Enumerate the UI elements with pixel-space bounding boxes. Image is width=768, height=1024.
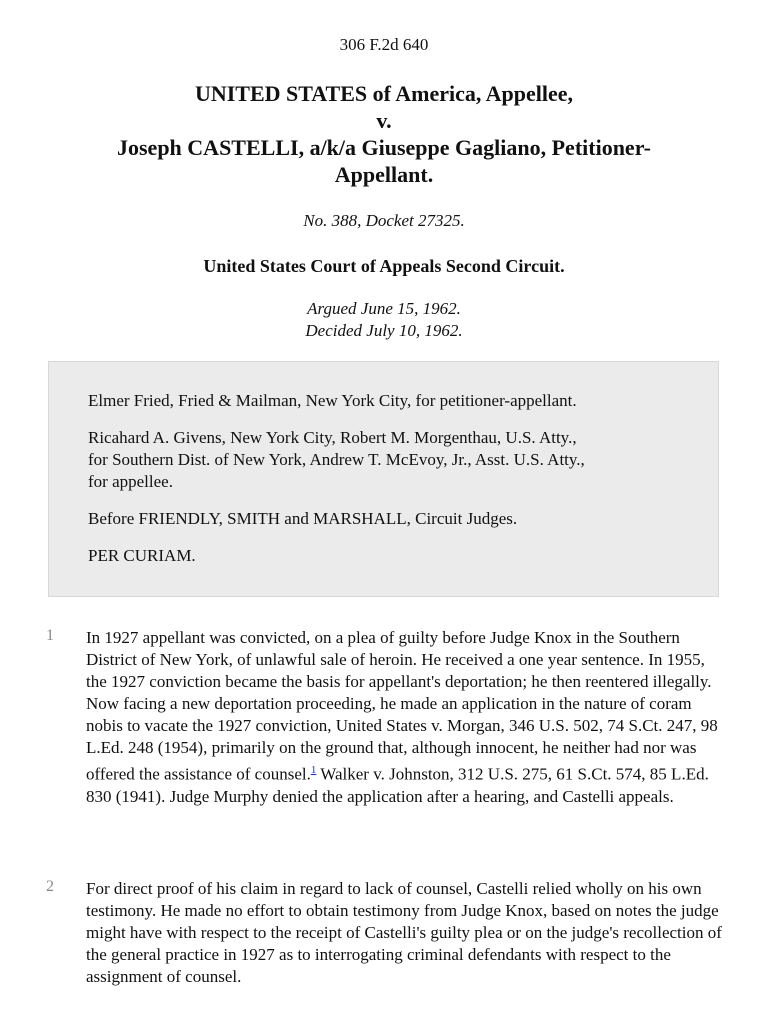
counsel-box bbox=[48, 361, 719, 597]
appellee-counsel-line: for appellee. bbox=[88, 472, 173, 491]
case-dates bbox=[0, 298, 768, 342]
court-name: United States Court of Appeals Second Circuit. bbox=[203, 256, 565, 276]
panel-judges: Before FRIENDLY, SMITH and MARSHALL, Circuit Judges. bbox=[88, 509, 518, 528]
paragraph-number: 2 bbox=[46, 878, 54, 895]
case-citation: 306 F.2d 640 bbox=[339, 35, 429, 54]
decided-date: Decided July 10, 1962. bbox=[305, 321, 463, 340]
opinion-paragraph bbox=[86, 627, 726, 808]
title-line-versus: v. bbox=[376, 108, 392, 133]
case-title bbox=[60, 80, 708, 188]
opinion-paragraph: For direct proof of his claim in regard to lack of counsel, Castelli relied wholly on his own testimony. He made no effort to obtain testimony from Judge Knox, based on notes the judge might have with respect to the receipt of Castelli's guilty plea or on the judge's recollection of the general practice in 1927 as to interrogating criminal defendants with respect to the assignment of counsel. bbox=[86, 879, 722, 986]
appellee-counsel-line: Ricahard A. Givens, New York City, Robert M. Morgenthau, U.S. Atty., bbox=[88, 428, 577, 447]
paragraph-text: Walker v. Johnston, 312 U.S. 275, 61 S.Ct. 574, 85 L.Ed. 830 (1941). Judge Murphy denied the application after a hearing, and Castelli appeals. bbox=[86, 764, 709, 806]
argued-date: Argued June 15, 1962. bbox=[307, 299, 461, 318]
paragraph-text: In 1927 appellant was convicted, on a plea of guilty before Judge Knox in the Southern District of New York, of unlawful sale of heroin. He received a one year sentence. In 1955, the 1927 conviction became the basis for appellant's deportation; he then reentered illegally. Now facing a new deportation proceeding, he made an application in the nature of coram nobis to vacate the 1927 conviction, United States v. Morgan, 346 U.S. 502, 74 S.Ct. 247, 98 L.Ed. 248 (1954), primarily on the ground that, although innocent, he neither had nor was offered the assistance of counsel. bbox=[86, 628, 718, 784]
appellee-counsel bbox=[88, 427, 680, 493]
title-line-appellant-cont: Appellant. bbox=[334, 162, 434, 187]
per-curiam: PER CURIAM. bbox=[88, 546, 196, 565]
appellant-counsel: Elmer Fried, Fried & Mailman, New York City, for petitioner-appellant. bbox=[88, 391, 577, 410]
title-line-appellee: UNITED STATES of America, Appellee, bbox=[194, 81, 574, 106]
paragraph-number: 1 bbox=[46, 627, 54, 644]
docket-number: No. 388, Docket 27325. bbox=[303, 211, 465, 230]
title-line-appellant: Joseph CASTELLI, a/k/a Giuseppe Gagliano, Petitioner- bbox=[117, 135, 651, 160]
appellee-counsel-line: for Southern Dist. of New York, Andrew T. McEvoy, Jr., Asst. U.S. Atty., bbox=[88, 450, 585, 469]
footnote-link[interactable]: 1 bbox=[310, 764, 317, 776]
